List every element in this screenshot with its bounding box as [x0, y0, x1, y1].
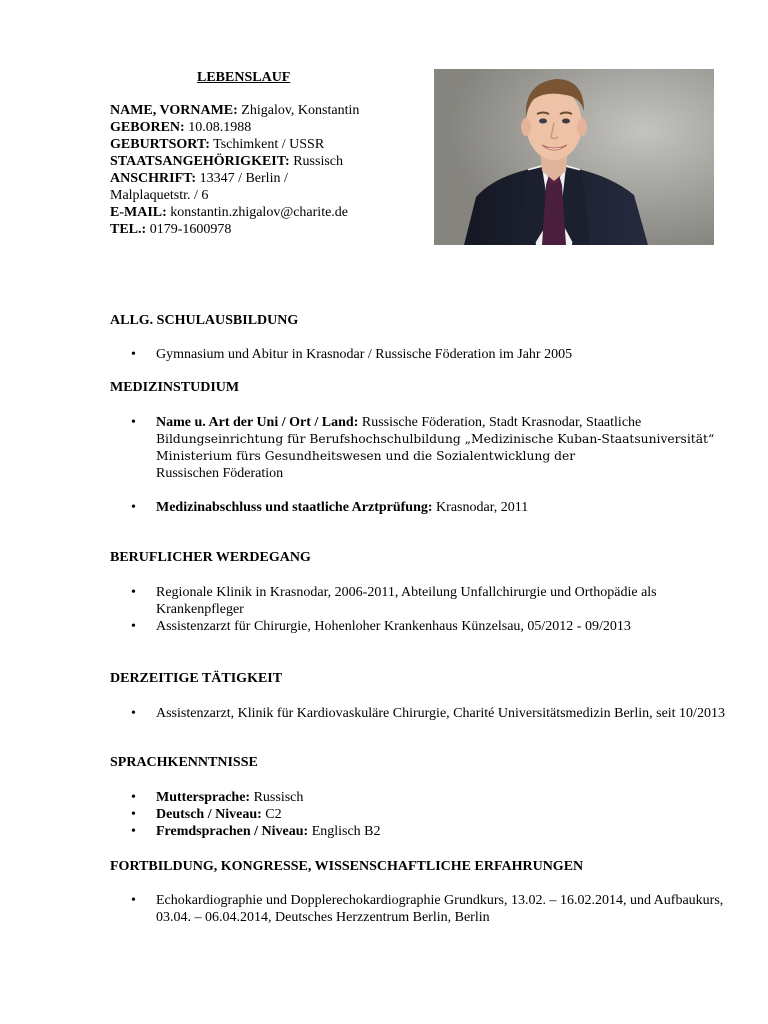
list-item: • Medizinabschluss und staatliche Arztprüfung: Krasnodar, 2011	[110, 499, 730, 516]
field-phone: TEL.: 0179-1600978	[110, 222, 232, 237]
section-schulausbildung	[110, 312, 730, 363]
field-name: NAME, VORNAME: Zhigalov, Konstantin	[110, 103, 360, 118]
bullet-list	[110, 346, 730, 363]
section-heading: SPRACHKENNTNISSE	[110, 755, 258, 770]
list-item: • Muttersprache: Russisch	[110, 789, 730, 806]
list-item: • Gymnasium und Abitur in Krasnodar / Russische Föderation im Jahr 2005	[110, 346, 730, 363]
list-item: • Regionale Klinik in Krasnodar, 2006-2011, Abteilung Unfallchirurgie und Orthopädie als Krankenpfleger	[110, 584, 730, 618]
section-heading: MEDIZINSTUDIUM	[110, 380, 240, 395]
list-item: • Fremdsprachen / Niveau: Englisch B2	[110, 823, 730, 840]
bullet-list	[110, 584, 730, 635]
list-item: • Deutsch / Niveau: C2	[110, 806, 730, 823]
section-medizinstudium	[110, 379, 730, 516]
section-heading: DERZEITIGE TÄTIGKEIT	[110, 671, 283, 686]
bullet-list	[110, 892, 730, 926]
field-email: E-MAIL: konstantin.zhigalov@charite.de	[110, 205, 349, 220]
bullet-list	[110, 789, 730, 840]
document-title: LEBENSLAUF	[197, 70, 291, 85]
field-address-street: Malplaquetstr. / 6	[110, 188, 209, 203]
bullet-list	[110, 705, 730, 722]
field-birthplace: GEBURTSORT: Tschimkent / USSR	[110, 137, 325, 152]
section-heading: FORTBILDUNG, KONGRESSE, WISSENSCHAFTLICHE ERFAHRUNGEN	[110, 859, 584, 874]
list-item: • Name u. Art der Uni / Ort / Land: Russische Föderation, Stadt Krasnodar, Staatliche Bildungseinrichtung für Berufshochschulbildung „Medizinische Kuban-Staatsuniversität“ Ministerium fürs Gesundheitswesen und die Sozialentwicklung der Russischen Föderation	[110, 414, 730, 482]
section-taetigkeit	[110, 670, 730, 722]
bullet-list	[110, 414, 730, 482]
portrait-photo	[434, 69, 714, 245]
section-heading: ALLG. SCHULAUSBILDUNG	[110, 313, 299, 328]
bullet-list	[110, 499, 730, 516]
section-heading: BERUFLICHER WERDEGANG	[110, 550, 311, 565]
list-item: • Assistenzarzt, Klinik für Kardiovaskuläre Chirurgie, Charité Universitätsmedizin Berlin, seit 10/2013	[110, 705, 730, 722]
section-fortbildung	[110, 858, 730, 926]
field-birthdate: GEBOREN: 10.08.1988	[110, 120, 252, 135]
section-sprachkenntnisse	[110, 754, 730, 840]
list-item: • Echokardiographie und Dopplerechokardiographie Grundkurs, 13.02. – 16.02.2014, und Aufbaukurs, 03.04. – 06.04.2014, Deutsches Herzzentrum Berlin, Berlin	[110, 892, 730, 926]
field-nationality: STAATSANGEHÖRIGKEIT: Russisch	[110, 154, 343, 169]
personal-data	[110, 102, 420, 238]
portrait-illustration	[434, 69, 714, 245]
section-werdegang	[110, 549, 730, 635]
list-item: • Assistenzarzt für Chirurgie, Hohenloher Krankenhaus Künzelsau, 05/2012 - 09/2013	[110, 618, 730, 635]
field-address: ANSCHRIFT: 13347 / Berlin /	[110, 171, 288, 186]
